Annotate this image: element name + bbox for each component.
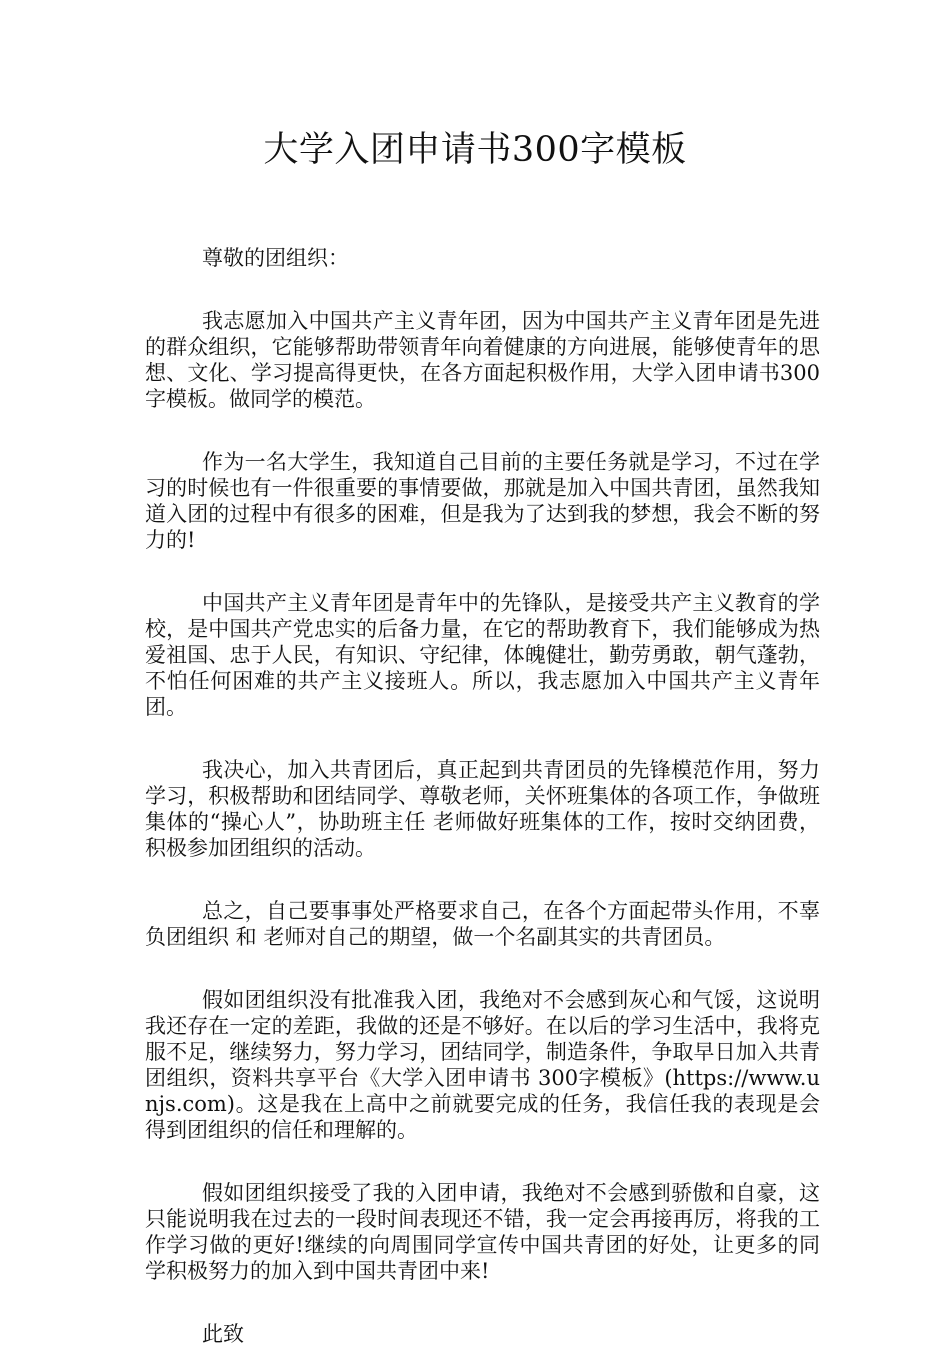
paragraph-7: 假如团组织接受了我的入团申请，我绝对不会感到骄傲和自豪，这只能说明我在过去的一段时间表现还不错，我一定会再接再厉，将我的工作学习做的更好!继续的向周围同学宣传中国共青团的好处，让更多的同学积极努力的加入到中国共青团中来! [145,1181,820,1283]
paragraph-2: 作为一名大学生，我知道自己目前的主要任务就是学习，不过在学习的时候也有一件很重要的事情要做，那就是加入中国共青团，虽然我知道入团的过程中有很多的困难，但是我为了达到我的梦想，我会不断的努力的! [145,450,820,552]
paragraph-4: 我决心，加入共青团后，真正起到共青团员的先锋模范作用，努力学习，积极帮助和团结同学、尊敬老师，关怀班集体的各项工作，争做班集体的“操心人”，协助班主任 老师做好班集体的工作，按时交纳团费，积极参加团组织的活动。 [145,758,820,860]
paragraph-5: 总之，自己要事事处严格要求自己，在各个方面起带头作用，不辜负团组织 和 老师对自己的期望，做一个名副其实的共青团员。 [145,899,820,949]
paragraph-1: 我志愿加入中国共产主义青年团，因为中国共产主义青年团是先进的群众组织，它能够帮助带领青年向着健康的方向进展，能够使青年的思想、文化、学习提高得更快，在各方面起积极作用，大学入团申请书300字模板。做同学的模范。 [145,309,820,411]
document-body [145,245,820,1347]
salutation: 尊敬的团组织： [202,246,349,270]
closing-line: 此致 [202,1322,244,1346]
paragraph-3: 中国共产主义青年团是青年中的先锋队，是接受共产主义教育的学校，是中国共产党忠实的后备力量，在它的帮助教育下，我们能够成为热爱祖国、忠于人民，有知识、守纪律，体魄健壮，勤劳勇敢，朝气蓬勃，不怕任何困难的共产主义接班人。所以，我志愿加入中国共产主义青年团。 [145,591,820,719]
document-title: 大学入团申请书300字模板 [263,130,687,170]
paragraph-6: 假如团组织没有批准我入团，我绝对不会感到灰心和气馁，这说明我还存在一定的差距，我做的还是不够好。在以后的学习生活中，我将克服不足，继续努力，努力学习，团结同学，制造条件，争取早日加入共青团组织，资料共享平台《大学入团申请书 300字模板》(https://www.unjs.com)。这是我在上高中之前就要完成的任务，我信任我的表现是会得到团组织的信任和理解的。 [145,988,820,1142]
